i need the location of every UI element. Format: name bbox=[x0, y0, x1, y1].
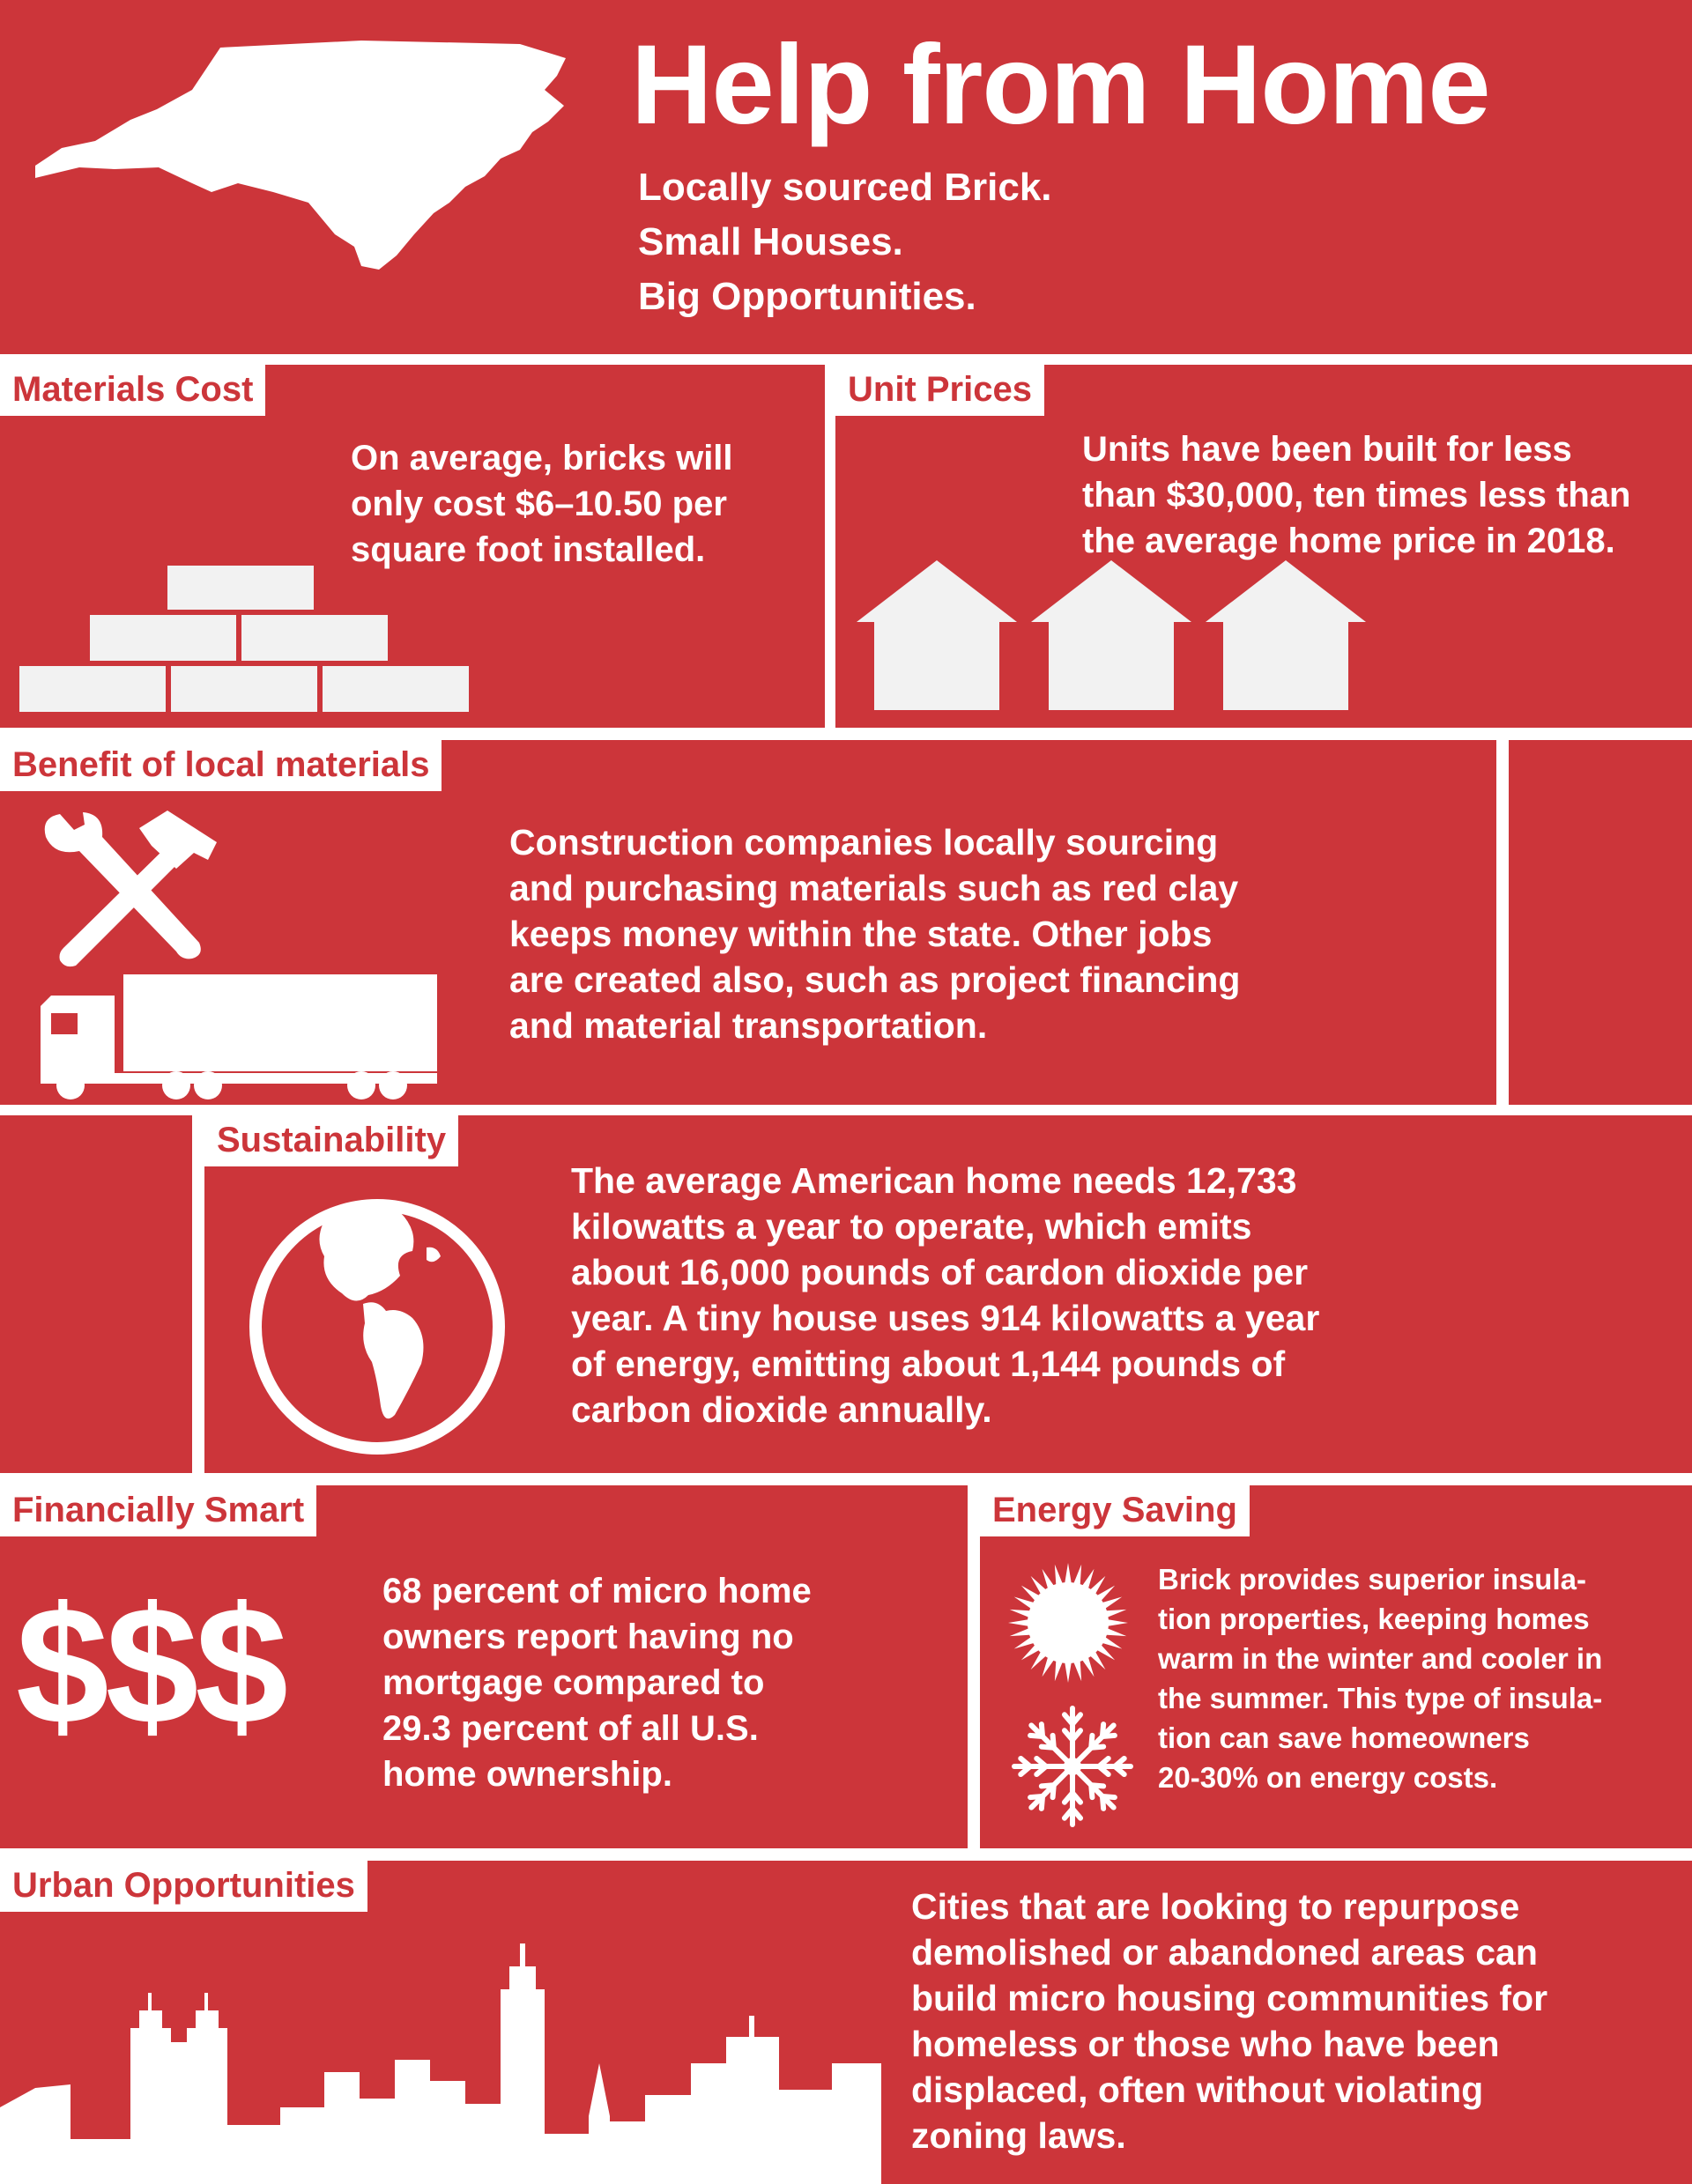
financially-smart-panel bbox=[0, 1485, 968, 1848]
sun-ray bbox=[1107, 1619, 1128, 1626]
energy-saving-text: Brick provides superior insula- tion properties, keeping homes warm in the winter and cooler in the summer. This type of insula- tion can save homeowners 20-30% on energy costs. bbox=[1158, 1563, 1603, 1794]
sun-ray bbox=[1105, 1628, 1126, 1636]
local-materials-panel bbox=[0, 740, 1496, 1105]
sun-ray bbox=[1073, 1565, 1081, 1586]
materials-cost-panel bbox=[0, 365, 825, 728]
globe-icon bbox=[245, 1195, 509, 1459]
local-materials-label: Benefit of local materials bbox=[0, 740, 442, 791]
sustainability-side-block bbox=[0, 1115, 192, 1473]
header-line-3: Big Opportunities. bbox=[638, 275, 976, 318]
page-title: Help from Home bbox=[631, 22, 1490, 148]
sun-ray bbox=[1065, 1662, 1072, 1683]
unit-prices-label: Unit Prices bbox=[835, 365, 1044, 416]
snowflake-branch bbox=[1030, 1796, 1043, 1797]
sun-ray bbox=[1065, 1563, 1072, 1584]
energy-saving-panel bbox=[980, 1485, 1692, 1848]
urban-label: Urban Opportunities bbox=[0, 1861, 367, 1912]
unit-prices-panel bbox=[835, 365, 1692, 728]
snowflake-branch bbox=[1042, 1724, 1043, 1736]
sustainability-label: Sustainability bbox=[204, 1115, 458, 1166]
unit-prices-text: Units have been built for less than $30,000, ten times less than the average home price in 2018. bbox=[1082, 430, 1631, 560]
sun-ray bbox=[1055, 1660, 1063, 1681]
house-icon bbox=[1031, 560, 1191, 710]
sun-ray bbox=[1008, 1619, 1029, 1626]
bricks-icon bbox=[18, 562, 476, 721]
truck-icon bbox=[35, 971, 441, 1101]
header-panel bbox=[0, 0, 1692, 354]
urban-text: Cities that are looking to repurpose demolished or abandoned areas can build micro housing communities for homeless or those who have been displaced, often without violating zoning laws. bbox=[911, 1886, 1548, 2156]
house-icon bbox=[1206, 560, 1366, 710]
snowflake-branch bbox=[1102, 1796, 1103, 1809]
sun-ray bbox=[1010, 1628, 1031, 1636]
city-skyline-icon bbox=[0, 1931, 881, 2184]
sun-ray bbox=[1105, 1610, 1126, 1618]
materials-cost-label: Materials Cost bbox=[0, 365, 265, 416]
tools-icon bbox=[35, 811, 220, 969]
snowflake-branch bbox=[1091, 1747, 1103, 1748]
snowflake-icon bbox=[1006, 1700, 1139, 1832]
header-line-1: Locally sourced Brick. bbox=[638, 166, 1052, 209]
sun-ray bbox=[1073, 1660, 1081, 1681]
snowflake-branch bbox=[1042, 1785, 1054, 1786]
urban-panel bbox=[0, 1861, 1692, 2184]
house-icon bbox=[857, 560, 1017, 710]
energy-saving-label: Energy Saving bbox=[980, 1485, 1250, 1536]
north-carolina-map-icon bbox=[26, 35, 573, 273]
financially-smart-label: Financially Smart bbox=[0, 1485, 316, 1536]
dollar-signs-icon: $$$ bbox=[16, 1573, 286, 1759]
header-lines bbox=[638, 160, 1052, 324]
snowflake-branch bbox=[1091, 1785, 1092, 1797]
sustainability-text: The average American home needs 12,733 kilowatts a year to operate, which emits about 16,000 pounds of cardon dioxide per year. A tiny house uses 914 kilowatts a year of energy, emitting about 1,144 pounds of carbon dioxide annually. bbox=[571, 1160, 1320, 1430]
local-materials-side-block bbox=[1509, 740, 1692, 1105]
materials-cost-text: On average, bricks will only cost $6–10.50 per square foot installed. bbox=[351, 439, 733, 569]
sun-ray bbox=[1055, 1565, 1063, 1586]
snowflake-branch bbox=[1053, 1736, 1054, 1748]
sun-icon bbox=[1006, 1561, 1130, 1684]
sustainability-panel bbox=[204, 1115, 1692, 1473]
local-materials-text: Construction companies locally sourcing and purchasing materials such as red clay keeps money within the state. Other jobs are created also, such as project financing and material transportation. bbox=[509, 822, 1241, 1046]
sun-ray bbox=[1010, 1610, 1031, 1618]
financially-smart-text: 68 percent of micro home owners report having no mortgage compared to 29.3 percent of all U.S. home ownership. bbox=[382, 1572, 812, 1794]
header-line-2: Small Houses. bbox=[638, 220, 903, 263]
